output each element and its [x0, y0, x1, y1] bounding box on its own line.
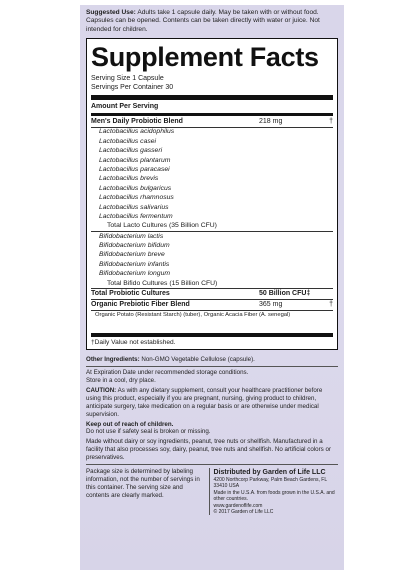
other-ingredients-label: Other Ingredients:: [86, 356, 140, 364]
divider-thick: [91, 95, 333, 100]
lacto-total: Total Lacto Cultures (35 Billion CFU): [107, 222, 217, 230]
list-item: Lactobacillus bulgaricus: [99, 184, 172, 192]
divider: [86, 366, 338, 367]
package-note: Package size is determined by labeling information, not the number of servings in this container. The serving size and contents are clearly marked.: [86, 468, 210, 515]
bifido-list: [99, 232, 333, 288]
amount-header-text: Amount Per Serving: [91, 103, 159, 111]
address: 4200 Northcorp Parkway, Palm Beach Gardens, FL 33410 USA: [213, 476, 327, 490]
list-item: Lactobacillus casei: [99, 137, 157, 145]
servings-per-container: Servings Per Container 30: [91, 83, 174, 91]
blend-row: [91, 117, 333, 127]
distributed-by: Distributed by Garden of Life LLC: [213, 468, 326, 476]
divider-thin: [91, 310, 333, 311]
suggested-use-label: Suggested Use:: [86, 9, 136, 16]
label-fine-print: [86, 356, 338, 515]
divider-medium: [91, 113, 333, 116]
expiration-note: At Expiration Date under recommended storage conditions.: [86, 369, 249, 377]
made-in: Made in the U.S.A. from foods grown in the U.S.A. and other countries.: [213, 489, 335, 503]
safety-seal-note: Do not use if safety seal is broken or missing.: [86, 428, 211, 436]
supplement-label: [80, 5, 344, 570]
website: www.gardenoflife.com: [213, 502, 263, 509]
list-item: Lactobacillus plantarum: [99, 156, 171, 164]
distributor-info: [214, 468, 338, 515]
list-item: Bifidobacterium breve: [99, 251, 165, 259]
suggested-use: [86, 9, 338, 34]
caution: [86, 387, 338, 419]
blend-name: Men's Daily Probiotic Blend: [91, 117, 183, 125]
supplement-facts-panel: [86, 38, 338, 350]
keep-out-text: Keep out of reach of children.: [86, 420, 174, 428]
list-item: Bifidobacterium infantis: [99, 260, 170, 268]
lacto-list: [99, 127, 333, 230]
divider-thick: [91, 333, 333, 337]
total-probiotic-name: Total Probiotic Cultures: [91, 289, 170, 297]
fiber-detail: Organic Potato (Resistant Starch) (tuber), Organic Acacia Fiber (A. senegal): [95, 312, 291, 319]
fiber-name: Organic Prebiotic Fiber Blend: [91, 300, 190, 308]
list-item: Lactobacillus rhamnosus: [99, 194, 174, 202]
caution-label: CAUTION:: [86, 386, 117, 394]
list-item: Lactobacillus paracasei: [99, 165, 170, 173]
other-ingredients-text: Non-GMO Vegetable Cellulose (capsule).: [141, 356, 255, 364]
facts-title: Supplement Facts: [91, 42, 319, 73]
list-item: Bifidobacterium lactis: [99, 232, 164, 240]
amount-header: [91, 102, 333, 112]
list-item: Lactobacillus fermentum: [99, 212, 173, 220]
dv-footnote: †Daily Value not established.: [91, 339, 176, 347]
list-item: Bifidobacterium longum: [99, 270, 171, 278]
list-item: Lactobacillus acidophilus: [99, 128, 175, 136]
blend-amount: 218 mg: [259, 117, 283, 125]
blend-dv: †: [329, 117, 333, 125]
fiber-amount: 365 mg: [259, 300, 283, 308]
copyright: © 2017 Garden of Life LLC: [213, 508, 274, 515]
bifido-total: Total Bifido Cultures (15 Billion CFU): [107, 279, 218, 287]
list-item: Lactobacillus salivarius: [99, 203, 169, 211]
divider: [86, 464, 338, 465]
keep-out-warning: [86, 421, 338, 429]
list-item: Lactobacillus brevis: [99, 175, 159, 183]
bottom-section: [86, 468, 338, 515]
other-ingredients: [86, 356, 338, 364]
fiber-dv: †: [329, 300, 333, 308]
storage-note: Store in a cool, dry place.: [86, 377, 156, 385]
allergen-note: Made without dairy or soy ingredients, peanut, tree nuts or shellfish. Manufactured in a facility that also processes soy, dairy, peanut, tree nuts and shellfish. No artificial colors or preservatives.: [86, 438, 331, 462]
total-probiotic-row: [91, 289, 333, 299]
list-item: Lactobacillus gasseri: [99, 147, 163, 155]
total-probiotic-amount: 50 Billion CFU‡: [259, 289, 311, 297]
serving-size: Serving Size 1 Capsule: [91, 75, 164, 83]
suggested-use-text: Adults take 1 capsule daily. May be taken with or without food. Capsules can be opened. Contents can be taken directly with water or juice. Not intended for children.: [86, 9, 320, 33]
fiber-row: [91, 300, 333, 310]
list-item: Bifidobacterium bifidum: [99, 242, 170, 249]
caution-text: As with any dietary supplement, consult your healthcare practitioner before using this product, especially if you are pregnant, nursing, giving product to children, anticipate surgery, take medication on a regular basis or are otherwise under medical supervision.: [86, 386, 323, 418]
